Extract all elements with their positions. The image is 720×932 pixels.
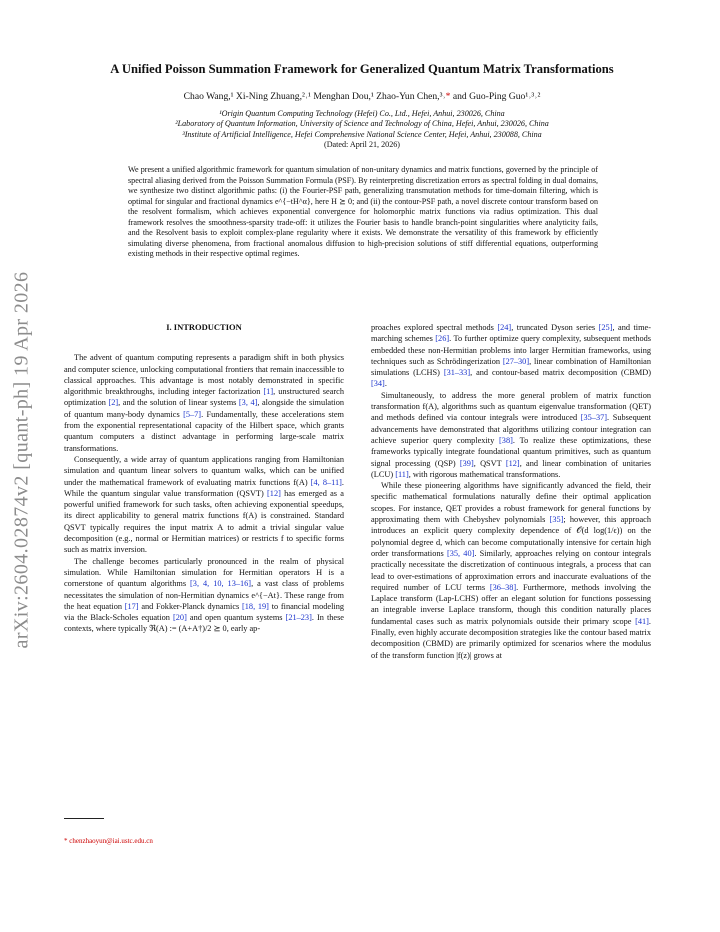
author-names-tail: and Guo-Ping Guo¹˒³˒²	[450, 91, 541, 102]
paragraph-text: . To further optimize query complexity, subsequent methods embedded these non-Hermitian problems into larger Hermitian frameworks, using techniques such as Schrödingerization	[371, 334, 651, 366]
paragraph-text: While these pioneering algorithms have significantly advanced the field, their specific mathematical formulations naturally define their optimal application scopes. For instance, QET provides a robust framework for general functions by approximating them with Chebyshev polynomials	[371, 481, 651, 525]
paragraph-text: Simultaneously, to address the more general problem of matrix function transformation f(A), algorithms such as quantum eigenvalue transformation (QET) and methods defined via contour integrals were introduced	[371, 390, 651, 423]
paragraph-text: , and contour-based matrix decomposition (CBMD)	[470, 368, 651, 378]
citation-link[interactable]: [1]	[263, 387, 274, 397]
citation-link[interactable]: [38]	[499, 435, 513, 445]
paper-title: A Unified Poisson Summation Framework for Generalized Quantum Matrix Transformations	[110, 62, 614, 76]
citation-link[interactable]: [21–23]	[285, 613, 312, 623]
paragraph	[64, 352, 344, 454]
paragraph-text: and open quantum systems	[186, 613, 286, 623]
paragraph-text: , linear combination of Hamiltonian simulations (LCHS)	[371, 356, 651, 378]
citation-link[interactable]: [24]	[497, 323, 512, 332]
paragraph-text: . Fundamentally, these accelerations stem from the exponential representational capacity of the Hilbert space, which grants quantum computers a distinct advantage in performing large-scale matrix transformations.	[64, 409, 344, 453]
affiliation-1: ¹Origin Quantum Computing Technology (Hefei) Co., Ltd., Hefei, Anhui, 230026, China	[219, 109, 505, 118]
paragraph-text: and Fokker-Planck dynamics	[138, 601, 243, 611]
paragraph-text: has emerged as a powerful unified framework for such tasks, often achieving exponential speedups, its direct applicability to general matrix functions f(A) is constrained. Standard QSVT typically requires the input matrix A to admit a trivial singular value decomposition (e.g., normal or Hermitian matrices) or restricts f to specific forms such as matrix inversion.	[64, 488, 344, 555]
citation-link[interactable]: [34]	[371, 379, 385, 389]
abstract: We present a unified algorithmic framework for quantum simulation of non-unitary dynamics and matrix functions, governed by the principle of spectral aliasing derived from the Poisson Summation Formula (PSF). By reinterpreting discretization errors as spectral folding in dual domains, we synthesize two distinct algorithmic paths: (i) the Fourier-PSF path, generalizing transmutation methods for time-domain filtering, which is optimal for singular and fractional dynamics e^{−tH^α}, here H ⪰ 0; and (ii) the contour-PSF path, a novel discrete contour transform based on the resolvent formalism, which achieves exponential convergence for holomorphic matrix functions via radius optimization. This dual framework resolves the smoothness-sparsity trade-off: it utilizes the Fourier basis to handle branch-point singularities where analyticity fails, and the Resolvent basis to exploit complex-plane regularity where it exists. We demonstrate the versatility of this framework by efficiently simulating diverse phenomena, from fractional anomalous diffusion to high-precision solutions of stiff differential equations, outperforming existing methods in their respective optimal regimes.	[128, 165, 598, 258]
paragraph-text: , alongside the simulation of quantum many-body dynamics	[64, 398, 345, 419]
paragraph-text: . Subsequent advancements have demonstrated that algorithms utilizing contour integration can achieve superior query complexity	[371, 413, 652, 445]
paragraph-text: to financial modeling via the Black-Scholes equation	[64, 601, 344, 623]
paragraph-text: . While the quantum singular value transformation (QSVT)	[64, 477, 344, 498]
paragraph-text: .	[384, 379, 387, 389]
paragraph	[371, 322, 651, 390]
paragraph-text: , and the solution of linear systems	[118, 398, 239, 408]
paragraph-text: . To realize these optimizations, these frameworks typically integrate foundational quantum primitives, such as quantum signal processing (QSP)	[371, 435, 651, 468]
paragraph-text: , truncated Dyson series	[511, 323, 599, 332]
paragraph-text: , with rigorous mathematical transformations.	[408, 469, 561, 479]
footnote-rule	[64, 818, 104, 819]
citation-link[interactable]: [3, 4, 10, 13–16]	[190, 579, 252, 589]
affiliation-3: ³Institute of Artificial Intelligence, Hefei Comprehensive National Science Center, Hefei, Anhui, 230088, China	[182, 129, 542, 139]
paragraph-text: . Similarly, approaches relying on contour integrals practically necessitate the discretization of continuous integrals, a process that can lead to over-estimations of approximation errors and inaccurate evaluations of the required number of LCU terms	[371, 548, 652, 592]
arxiv-stamp	[2, 235, 42, 685]
citation-link[interactable]: [12]	[267, 488, 281, 498]
paragraph-text: . In these contexts, where typically ℜ(A) := (A+A†)/2 ⪰ 0, early ap-	[64, 613, 344, 634]
paragraph	[371, 480, 651, 661]
citation-link[interactable]: [18, 19]	[242, 601, 269, 611]
citation-link[interactable]: [12]	[505, 458, 520, 468]
citation-link[interactable]: [20]	[173, 613, 187, 623]
paragraph-text: , a vast class of problems necessitates the simulation of non-Hermitian dynamics e^{−At}. These range from the heat equation	[64, 579, 344, 611]
citation-link[interactable]: [35, 40]	[446, 548, 475, 558]
section-heading: I. INTRODUCTION	[166, 322, 242, 332]
citation-link[interactable]: [26]	[435, 334, 450, 344]
paragraph-text: . Finally, even highly accurate decomposition strategies like the contour based matrix decomposition (CBMD) are primarily optimized for scenarios where the modulus of the transform function |f(z)| grows at	[371, 616, 651, 660]
citation-link[interactable]: [5–7]	[183, 409, 202, 419]
paragraph-text: , and time-marching schemes	[371, 323, 651, 344]
citation-link[interactable]: [31–33]	[443, 368, 471, 378]
arxiv-stamp-text: arXiv:2604.02874v2 [quant-ph] 19 Apr 2026	[10, 271, 33, 649]
author-names: Chao Wang,¹ Xi-Ning Zhuang,²˒¹ Menghan Dou,¹ Zhao-Yun Chen,³˒	[183, 91, 446, 102]
affiliation-2: ²Laboratory of Quantum Information, University of Science and Technology of China, Hefei, Anhui, 230026, China	[175, 119, 549, 129]
footnote-mark: *	[64, 837, 68, 845]
left-column-body	[64, 352, 344, 634]
paragraph-text: . Furthermore, methods involving the Laplace transform (Lap-LCHS) offer an elegant solution for functions possessing an integrable inverse Laplace transform, though this condition naturally places fundamental cases such as matrix polynomials outside their primary scope	[371, 582, 651, 626]
citation-link[interactable]: [39]	[459, 458, 474, 468]
right-column	[371, 322, 651, 661]
citation-link[interactable]: [27–30]	[502, 356, 530, 366]
paragraph-text: , and linear combination of unitaries (LCU)	[371, 458, 651, 479]
citation-link[interactable]: [35]	[549, 515, 564, 525]
paragraph-text: ; however, this approach introduces an explicit query complexity dependence of 𝒪(d log(1/ϵ)) on the polynomial degree d, which can become computationally intensive for certain high order transformations	[371, 515, 651, 558]
paragraph-text: The advent of quantum computing represents a paradigm shift in both physics and computer science, unlocking computational frontiers that remain inaccessible to classical approaches. This advantage is most notably demonstrated in specific algorithmic breakthroughs, including integer factorization	[64, 353, 344, 397]
paragraph	[371, 390, 651, 480]
dated-line: (Dated: April 21, 2026)	[324, 140, 400, 150]
corresponding-email-link[interactable]: chenzhaoyun@iai.ustc.edu.cn	[69, 837, 153, 845]
paragraph	[64, 556, 344, 635]
citation-link[interactable]: [3, 4]	[238, 398, 258, 408]
citation-link[interactable]: [25]	[598, 323, 613, 332]
paragraph-text: proaches explored spectral methods	[371, 323, 498, 332]
author-list	[70, 91, 654, 103]
citation-link[interactable]: [41]	[635, 616, 649, 626]
citation-link[interactable]: [36–38]	[489, 582, 517, 592]
affiliations	[70, 109, 654, 151]
paragraph-text: The challenge becomes particularly pronounced in the realm of physical simulation. While Hamiltonian simulation for Hermitian operators H is a cornerstone of quantum algorithms	[64, 556, 344, 589]
citation-link[interactable]: [2]	[108, 398, 119, 408]
citation-link[interactable]: [17]	[124, 601, 139, 611]
paragraph	[64, 454, 344, 556]
corresponding-author-mark: *	[445, 91, 451, 102]
citation-link[interactable]: [4, 8–11]	[310, 477, 342, 487]
paragraph-text: Consequently, a wide array of quantum applications ranging from Hamiltonian simulation and quantum linear solvers to quantum walks, which can be unified under the mathematical framework of evaluating matrix functions f(A)	[64, 454, 344, 487]
citation-link[interactable]: [35–37]	[580, 413, 608, 423]
footnote	[64, 837, 153, 846]
paragraph-text: , unstructured search optimization	[64, 387, 344, 408]
paragraph-text: , QSVT	[473, 458, 506, 468]
right-column-body	[371, 322, 651, 661]
citation-link[interactable]: [11]	[395, 469, 409, 479]
left-column	[64, 322, 344, 635]
